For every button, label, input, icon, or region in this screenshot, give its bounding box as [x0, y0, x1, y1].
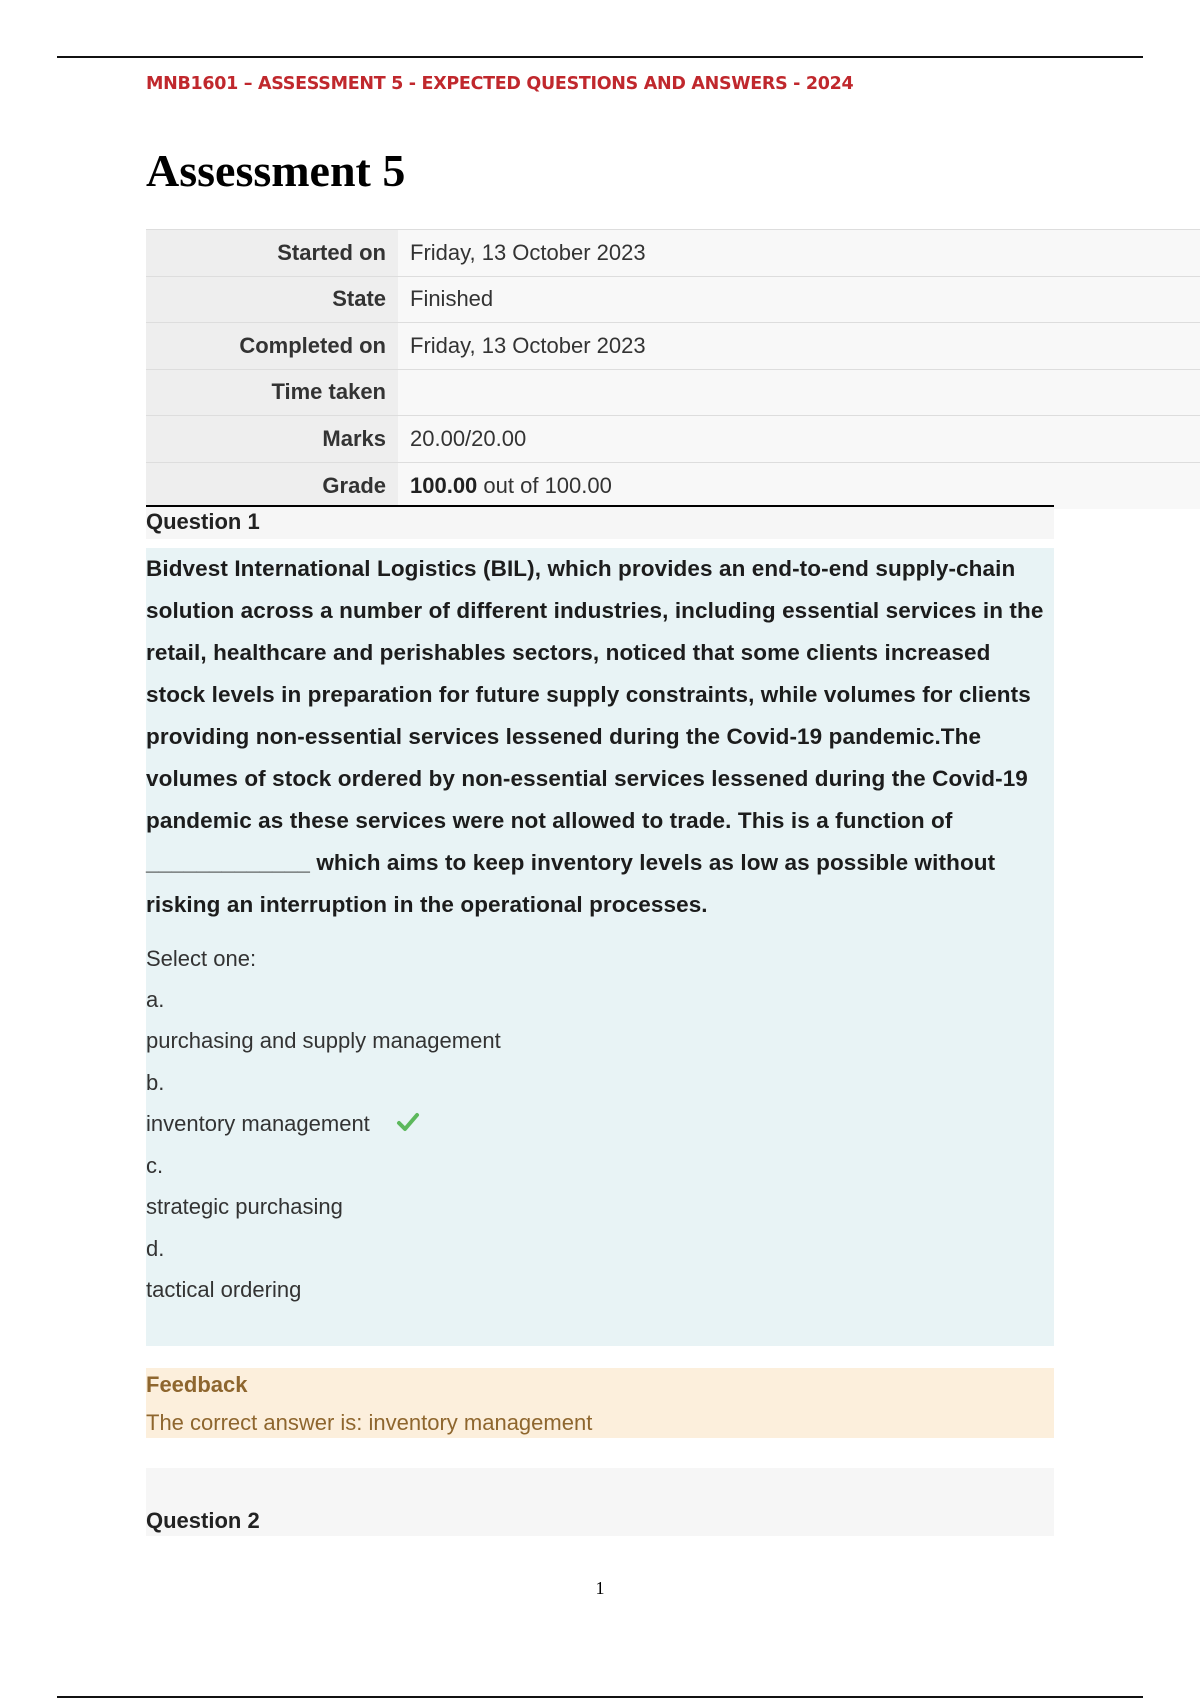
document-header: MNB1601 – ASSESSMENT 5 - EXPECTED QUESTIONS AND ANSWERS - 2024	[146, 74, 854, 94]
summary-label: Grade	[146, 462, 398, 509]
option-text: inventory management	[146, 1111, 370, 1136]
summary-label: State	[146, 276, 398, 323]
question-1-text: Bidvest International Logistics (BIL), which provides an end-to-end supply-chain solution across a number of different industries, including essential services in the retail, healthcare and perishables sectors, noticed that some clients increased stock levels in preparation for future supply constraints, while volumes for clients providing non-essential services lessened during the Covid-19 pandemic.The volumes of stock ordered by non-essential services lessened during the Covid-19 pandemic as these services were not allowed to trade. This is a function of _____________ which aims to keep inventory levels as low as possible without risking an interruption in the operational processes.	[146, 556, 1044, 917]
answer-options	[146, 979, 1054, 1311]
feedback-text: The correct answer is: inventory management	[146, 1410, 593, 1435]
option-text: purchasing and supply management	[146, 1028, 501, 1053]
summary-label: Completed on	[146, 323, 398, 370]
page-number: 1	[595, 1578, 605, 1598]
summary-value: Friday, 13 October 2023	[398, 323, 1200, 370]
grade-out-of: out of 100.00	[477, 472, 612, 498]
option-text: tactical ordering	[146, 1277, 302, 1302]
summary-row-marks	[146, 416, 1200, 463]
summary-row-time-taken	[146, 369, 1200, 416]
answer-option-c[interactable]	[146, 1145, 1054, 1228]
option-text: strategic purchasing	[146, 1194, 343, 1219]
summary-row-grade	[146, 462, 1200, 509]
summary-value	[398, 462, 1200, 509]
check-icon	[396, 1106, 420, 1130]
question-2-block	[146, 1468, 1054, 1536]
option-letter: b.	[146, 1070, 165, 1095]
summary-label: Time taken	[146, 369, 398, 416]
summary-row-started	[146, 230, 1200, 277]
question-2-heading: Question 2	[146, 1508, 260, 1533]
summary-value: Finished	[398, 276, 1200, 323]
option-letter: c.	[146, 1153, 164, 1178]
bottom-rule	[57, 1696, 1143, 1698]
grade-score: 100.00	[410, 472, 478, 498]
answer-option-a[interactable]	[146, 979, 1054, 1062]
top-rule	[57, 56, 1143, 58]
answer-option-b[interactable]	[146, 1062, 1054, 1145]
select-one-prompt: Select one:	[146, 946, 257, 971]
question-1-feedback	[146, 1368, 1054, 1438]
option-letter: d.	[146, 1236, 165, 1261]
summary-value	[398, 369, 1200, 416]
option-text-row	[146, 1103, 1054, 1145]
question-1-heading: Question 1	[146, 505, 1054, 539]
summary-label: Marks	[146, 416, 398, 463]
option-letter: a.	[146, 987, 165, 1012]
page-title: Assessment 5	[146, 145, 406, 196]
attempt-summary-table	[146, 229, 1200, 509]
feedback-title: Feedback	[146, 1372, 248, 1397]
question-1-content	[146, 548, 1054, 1346]
summary-label: Started on	[146, 230, 398, 277]
summary-row-completed	[146, 323, 1200, 370]
summary-value: 20.00/20.00	[398, 416, 1200, 463]
summary-value: Friday, 13 October 2023	[398, 230, 1200, 277]
summary-row-state	[146, 276, 1200, 323]
answer-option-d[interactable]	[146, 1228, 1054, 1311]
